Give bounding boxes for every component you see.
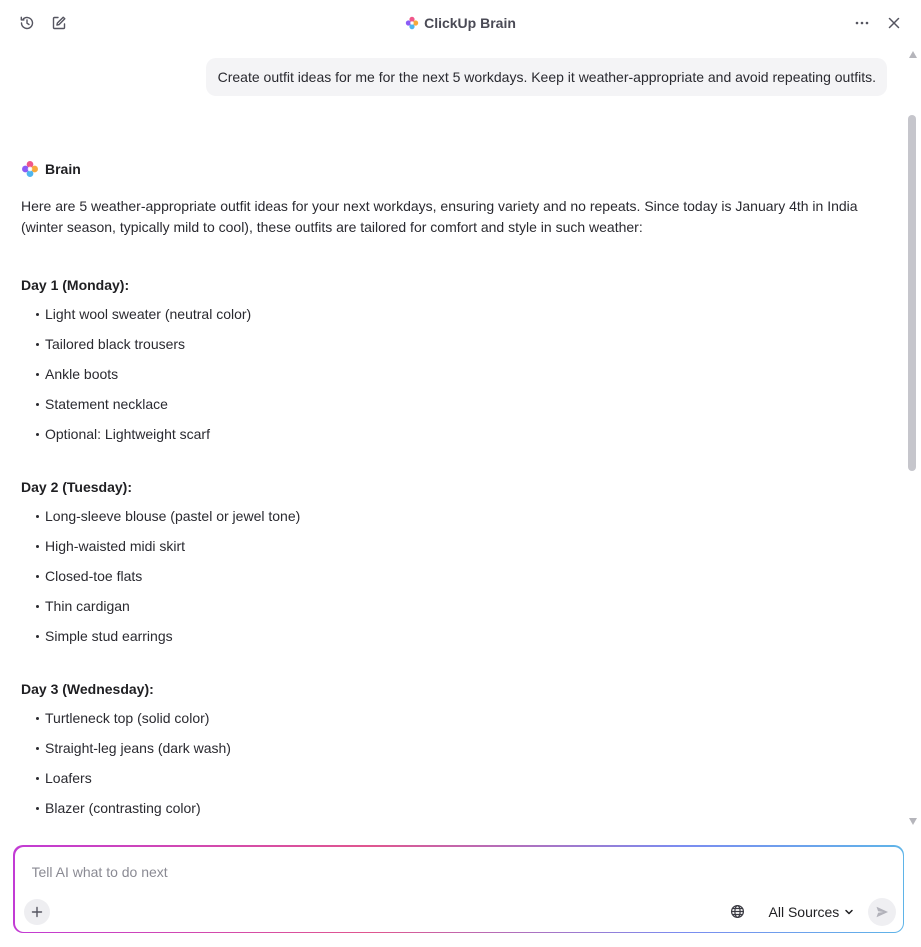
outfit-list (21, 708, 881, 828)
list-item: High-waisted midi skirt (21, 536, 881, 566)
header (0, 0, 921, 46)
list-item: Blazer (contrasting color) (21, 798, 881, 828)
send-icon (875, 905, 889, 919)
sources-dropdown[interactable] (769, 901, 855, 923)
web-search-button[interactable] (728, 902, 748, 922)
assistant-header (21, 160, 81, 178)
list-item: Loafers (21, 768, 881, 798)
assistant-response (21, 196, 881, 834)
day-section (21, 477, 881, 656)
day-title: Day 3 (Wednesday): (21, 681, 154, 697)
list-item: Ankle boots (21, 364, 881, 394)
day-title: Day 1 (Monday): (21, 277, 130, 293)
day-title: Day 2 (Tuesday): (21, 479, 132, 495)
header-right-actions (851, 12, 905, 34)
globe-icon (730, 904, 745, 919)
brain-logo-icon (405, 16, 419, 30)
composer (13, 845, 904, 933)
outfit-list (21, 506, 881, 656)
scrollbar-thumb[interactable] (908, 115, 916, 471)
close-button[interactable] (883, 12, 905, 34)
new-chat-button[interactable] (48, 12, 70, 34)
header-title (405, 15, 516, 31)
plus-icon (31, 906, 43, 918)
list-item: Long-sleeve blouse (pastel or jewel tone) (21, 506, 881, 536)
brain-avatar-icon (21, 160, 39, 178)
response-intro: Here are 5 weather-appropriate outfit ideas for your next workdays, ensuring variety and no repeats. Since today is January 4th in India (winter season, typically mild to cool), these outfits are tailored for comfort and style in such weather: (21, 198, 858, 235)
sources-label: All Sources (768, 903, 840, 920)
close-icon (887, 16, 901, 30)
list-item: Turtleneck top (solid color) (21, 708, 881, 738)
history-button[interactable] (16, 12, 38, 34)
scroll-up-arrow[interactable] (909, 51, 917, 58)
edit-icon (51, 15, 67, 31)
list-item: Straight-leg jeans (dark wash) (21, 738, 881, 768)
more-icon (854, 15, 870, 31)
list-item: Light wool sweater (neutral color) (21, 304, 881, 334)
user-message-bubble: Create outfit ideas for me for the next 5 workdays. Keep it weather-appropriate and avoid repeating outfits. (206, 58, 887, 96)
history-icon (19, 15, 35, 31)
list-item: Tailored black trousers (21, 334, 881, 364)
list-item: Closed-toe flats (21, 566, 881, 596)
outfit-list (21, 304, 881, 454)
list-item: Thin cardigan (21, 596, 881, 626)
attach-button[interactable] (24, 899, 50, 925)
more-button[interactable] (851, 12, 873, 34)
header-left-actions (16, 12, 70, 34)
chat-thread[interactable] (0, 46, 906, 834)
day-section (21, 679, 881, 828)
composer-inner (15, 847, 903, 932)
list-item: Statement necklace (21, 394, 881, 424)
list-item: Optional: Lightweight scarf (21, 424, 881, 454)
day-section (21, 275, 881, 454)
scroll-down-arrow[interactable] (909, 818, 917, 825)
list-item: Simple stud earrings (21, 626, 881, 656)
send-button[interactable] (868, 898, 896, 926)
chevron-down-icon (844, 907, 854, 917)
header-title-text: ClickUp Brain (424, 15, 516, 31)
assistant-name: Brain (45, 161, 81, 177)
prompt-input[interactable] (32, 861, 872, 883)
